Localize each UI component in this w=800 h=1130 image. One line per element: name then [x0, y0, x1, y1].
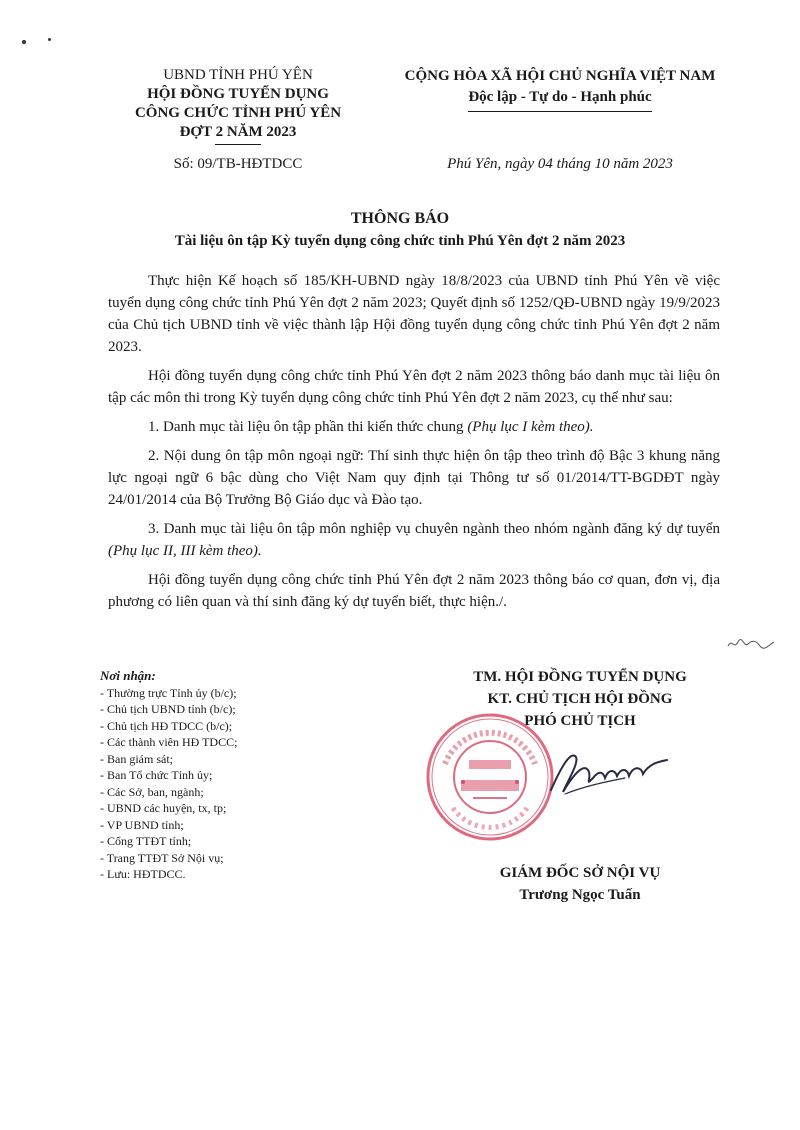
recipient-item: - Các Sở, ban, ngành; [100, 784, 204, 799]
signer-name: Trương Ngọc Tuấn [519, 887, 641, 903]
scan-speck [48, 38, 51, 41]
handwritten-signature [545, 742, 675, 802]
item-3-appendix: (Phụ lục II, III kèm theo). [108, 543, 262, 559]
item-1-text: 1. Danh mục tài liệu ôn tập phần thi kiến thức chung [148, 419, 468, 435]
recipients-list [100, 685, 360, 883]
national-motto: Độc lập - Tự do - Hạnh phúc [468, 87, 651, 112]
recipient-item: - UBND các huyện, tx, tp; [100, 801, 227, 815]
recipient-item: - Chủ tịch HĐ TDCC (b/c); [100, 718, 233, 733]
recipient-item: - Lưu: HĐTDCC. [100, 867, 186, 881]
body-paragraph-3 [108, 416, 720, 438]
issuer-council: HỘI ĐỒNG TUYỂN DỤNG [147, 86, 329, 102]
document-subtitle: Tài liệu ôn tập Kỳ tuyển dụng công chức tỉnh Phú Yên đợt 2 năm 2023 [174, 233, 626, 249]
body-paragraph-1: Thực hiện Kế hoạch số 185/KH-UBND ngày 18/8/2023 của UBND tỉnh Phú Yên về việc tuyển dụng công chức tỉnh Phú Yên đợt 2 năm 2023; Quyết định số 1252/QĐ-UBND ngày 19/9/2023 của Chủ tịch UBND tỉnh về việc thành lập Hội đồng tuyển dụng công chức tỉnh Phú Yên đợt 2 năm 2023. [108, 273, 720, 355]
official-seal-stamp [425, 712, 555, 842]
item-1-appendix: (Phụ lục I kèm theo). [467, 419, 594, 435]
sign-title: PHÓ CHỦ TỊCH [524, 713, 636, 729]
sign-for-chair: KT. CHỦ TỊCH HỘI ĐỒNG [487, 691, 673, 707]
document-title: THÔNG BÁO [350, 210, 450, 227]
document-number: Số: 09/TB-HĐTDCC [173, 156, 303, 172]
signer-position: GIÁM ĐỐC SỞ NỘI VỤ [499, 865, 661, 881]
body-paragraph-4: 2. Nội dung ôn tập môn ngoại ngữ: Thí sinh thực hiện ôn tập theo trình độ Bậc 3 khung năng lực ngoại ngữ 6 bậc dùng cho Việt Nam quy định tại Thông tư số 01/2014/TT-BGDĐT ngày 24/01/2014 của Bộ Trưởng Bộ Giáo dục và Đào tạo. [108, 448, 720, 508]
handwritten-initial-scribble [726, 632, 776, 654]
recipients-heading: Nơi nhận: [100, 668, 156, 683]
recipient-item: - VP UBND tỉnh; [100, 817, 184, 832]
recipient-item: - Ban giám sát; [100, 751, 173, 766]
issuer-block [118, 66, 358, 174]
recipient-item: - Chủ tịch UBND tỉnh (b/c); [100, 702, 236, 716]
issuer-council-scope: CÔNG CHỨC TỈNH PHÚ YÊN [134, 105, 342, 121]
recipient-item: - Trang TTĐT Sở Nội vụ; [100, 850, 224, 865]
item-3-text: 3. Danh mục tài liệu ôn tập môn nghiệp vụ chuyên ngành theo nhóm ngành đăng ký dự tuyển [148, 521, 720, 537]
scan-speck [22, 40, 26, 44]
nation-name: CỘNG HÒA XÃ HỘI CHỦ NGHĨA VIỆT NAM [404, 68, 716, 84]
body-paragraph-2: Hội đồng tuyển dụng công chức tỉnh Phú Yên đợt 2 năm 2023 thông báo danh mục tài liệu ôn tập các môn thi trong Kỳ tuyển dụng công chức tỉnh Phú Yên đợt 2 năm 2023, cụ thể như sau: [108, 368, 720, 406]
recipient-item: - Ban Tổ chức Tỉnh ủy; [100, 768, 213, 782]
place-date: Phú Yên, ngày 04 tháng 10 năm 2023 [447, 156, 673, 172]
document-body [108, 270, 720, 620]
issuer-round: ĐỢT 2 NĂM 2023 [180, 123, 297, 145]
issuer-province: UBND TỈNH PHÚ YÊN [163, 67, 313, 83]
sign-on-behalf: TM. HỘI ĐỒNG TUYỂN DỤNG [473, 669, 687, 685]
recipient-item: - Các thành viên HĐ TDCC; [100, 735, 238, 749]
recipient-item: - Cổng TTĐT tỉnh; [100, 834, 192, 848]
body-paragraph-5 [108, 518, 720, 562]
recipient-item: - Thường trực Tỉnh ủy (b/c); [100, 685, 237, 700]
body-paragraph-6: Hội đồng tuyển dụng công chức tỉnh Phú Yên đợt 2 năm 2023 thông báo cơ quan, đơn vị, địa phương có liên quan và thí sinh đăng ký dự tuyển biết, thực hiện./. [108, 572, 720, 610]
national-heading [370, 66, 750, 175]
recipients-block [100, 668, 360, 883]
